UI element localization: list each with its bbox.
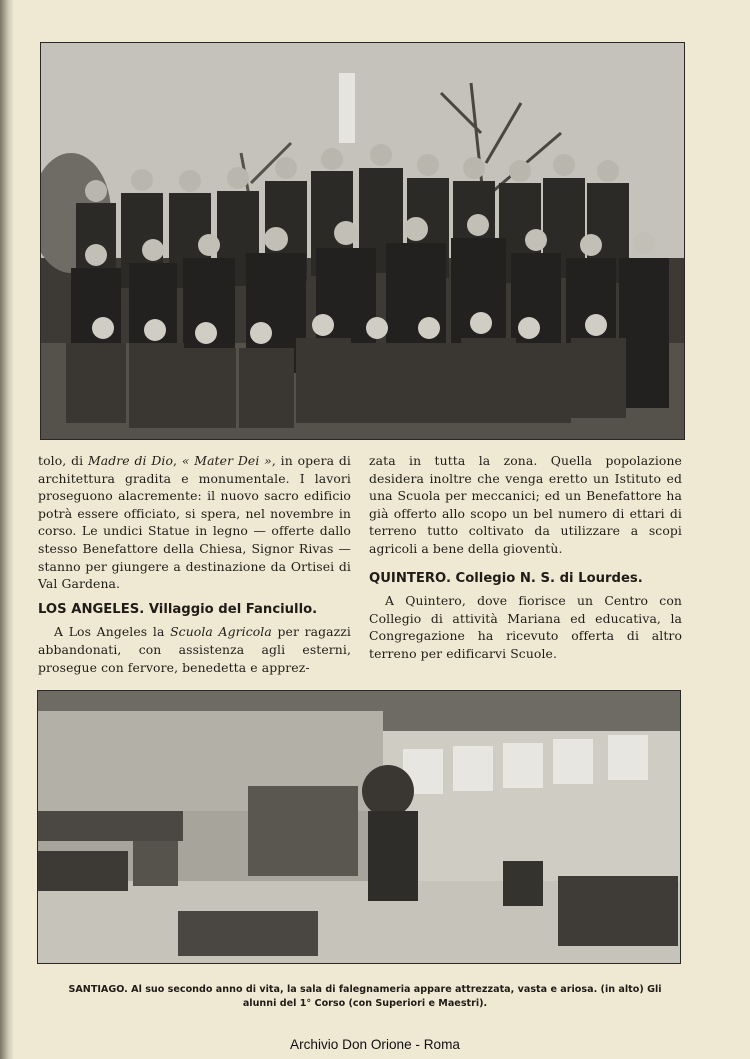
continued-paragraph: zata in tutta la zona. Quella popolazione desidera inoltre che venga eretto un Istituto ed una Scuola per meccanici; ed un Benefattore ha già offerto allo scopo un bel numero di ettari di terreno tutto coltivato da utilizzare a scopi agricoli a bene della gioventù.: [369, 453, 682, 556]
section-heading-los-angeles: LOS ANGELES. Villaggio del Fanciullo.: [38, 601, 318, 617]
workshop-photo: [37, 690, 681, 964]
page-binding-edge: [0, 0, 14, 1059]
archive-footer: Archivio Don Orione - Roma: [290, 1037, 460, 1052]
group-photo: [40, 42, 685, 440]
photo-caption: SANTIAGO. Al suo secondo anno di vita, la sala di falegnameria appare attrezzata, vasta e ariosa. (in alto) Gli alunni del 1° Corso (con Superiori e Maestri).: [68, 984, 662, 1009]
group-photo-illustration: [41, 43, 684, 439]
quintero-paragraph: A Quintero, dove fiorisce un Centro con Collegio di attività Mariana ed educativa, la Congregazione ha ricevuto offerta di altro terreno per edificarvi Scuole.: [369, 593, 682, 661]
section-heading-quintero: QUINTERO. Collegio N. S. di Lourdes.: [369, 570, 643, 586]
right-text-column: [369, 452, 682, 663]
left-text-column: [38, 452, 351, 676]
intro-paragraph: tolo, di Madre di Dio, « Mater Dei », in opera di architettura gradita e monumentale. I lavori proseguono alacremente: il nuovo sacro edificio potrà essere officiato, si spera, nel novembre in corso. Le undici Statue in legno — offerte dallo stesso Benefattore della Chiesa, Signor Rivas — stanno per giungere a destinazione da Ortisei di Val Gardena.: [38, 453, 351, 592]
workshop-photo-illustration: [38, 691, 680, 963]
los-angeles-paragraph: A Los Angeles la Scuola Agricola per ragazzi abbandonati, con assistenza agli esterni, prosegue con fervore, benedetta e apprez-: [38, 624, 351, 675]
